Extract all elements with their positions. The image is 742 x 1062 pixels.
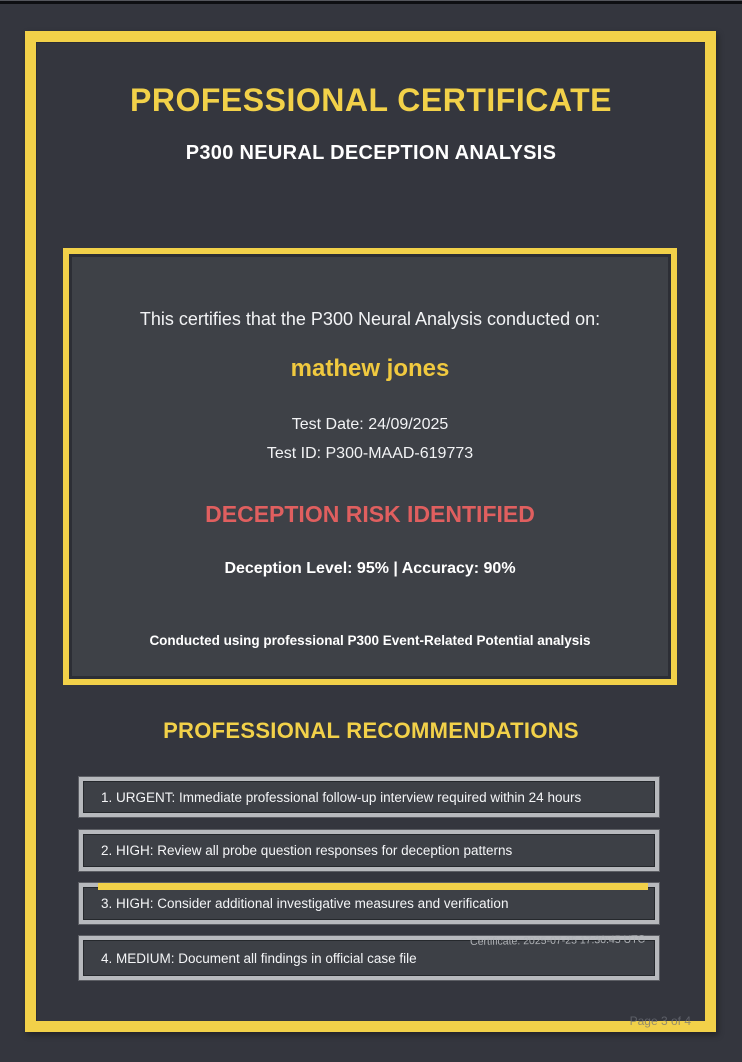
recommendations-heading: PROFESSIONAL RECOMMENDATIONS: [163, 718, 579, 743]
recommendation-item-3-text: 3. HIGH: Consider additional investigative measures and verification: [101, 896, 509, 911]
test-date-line: Test Date: 24/09/2025: [291, 416, 449, 433]
test-id-line: Test ID: P300-MAAD-619773: [266, 445, 474, 462]
recommendation-item-1-text: 1. URGENT: Immediate professional follow-up interview required within 24 hours: [101, 789, 582, 805]
method-note: Conducted using professional P300 Event-Related Potential analysis: [149, 633, 591, 648]
recommendation-item-2-text: 2. HIGH: Review all probe question responses for deception patterns: [101, 843, 513, 858]
recommendation-item-4-text: 4. MEDIUM: Document all findings in official case file: [101, 950, 417, 966]
page-break-yellow-stripe: [98, 883, 648, 890]
certificate-title: PROFESSIONAL CERTIFICATE: [130, 82, 612, 118]
certificate-details-panel: [63, 248, 677, 685]
subject-name: mathew jones: [290, 355, 450, 382]
page-number: Page 3 of 4: [629, 1014, 691, 1028]
certificate-timestamp: Certificate: 2025-07-25 17:30:45 UTC: [470, 933, 646, 948]
certificate-subtitle: P300 NEURAL DECEPTION ANALYSIS: [185, 142, 557, 164]
recommendation-item-2: [79, 830, 659, 871]
recommendation-item-1: [79, 777, 659, 817]
certifies-intro-text: This certifies that the P300 Neural Analysis conducted on:: [139, 309, 601, 329]
deception-verdict: DECEPTION RISK IDENTIFIED: [205, 501, 535, 527]
page-top-divider: [0, 1, 742, 4]
deception-metrics-line: Deception Level: 95% | Accuracy: 90%: [224, 560, 516, 577]
